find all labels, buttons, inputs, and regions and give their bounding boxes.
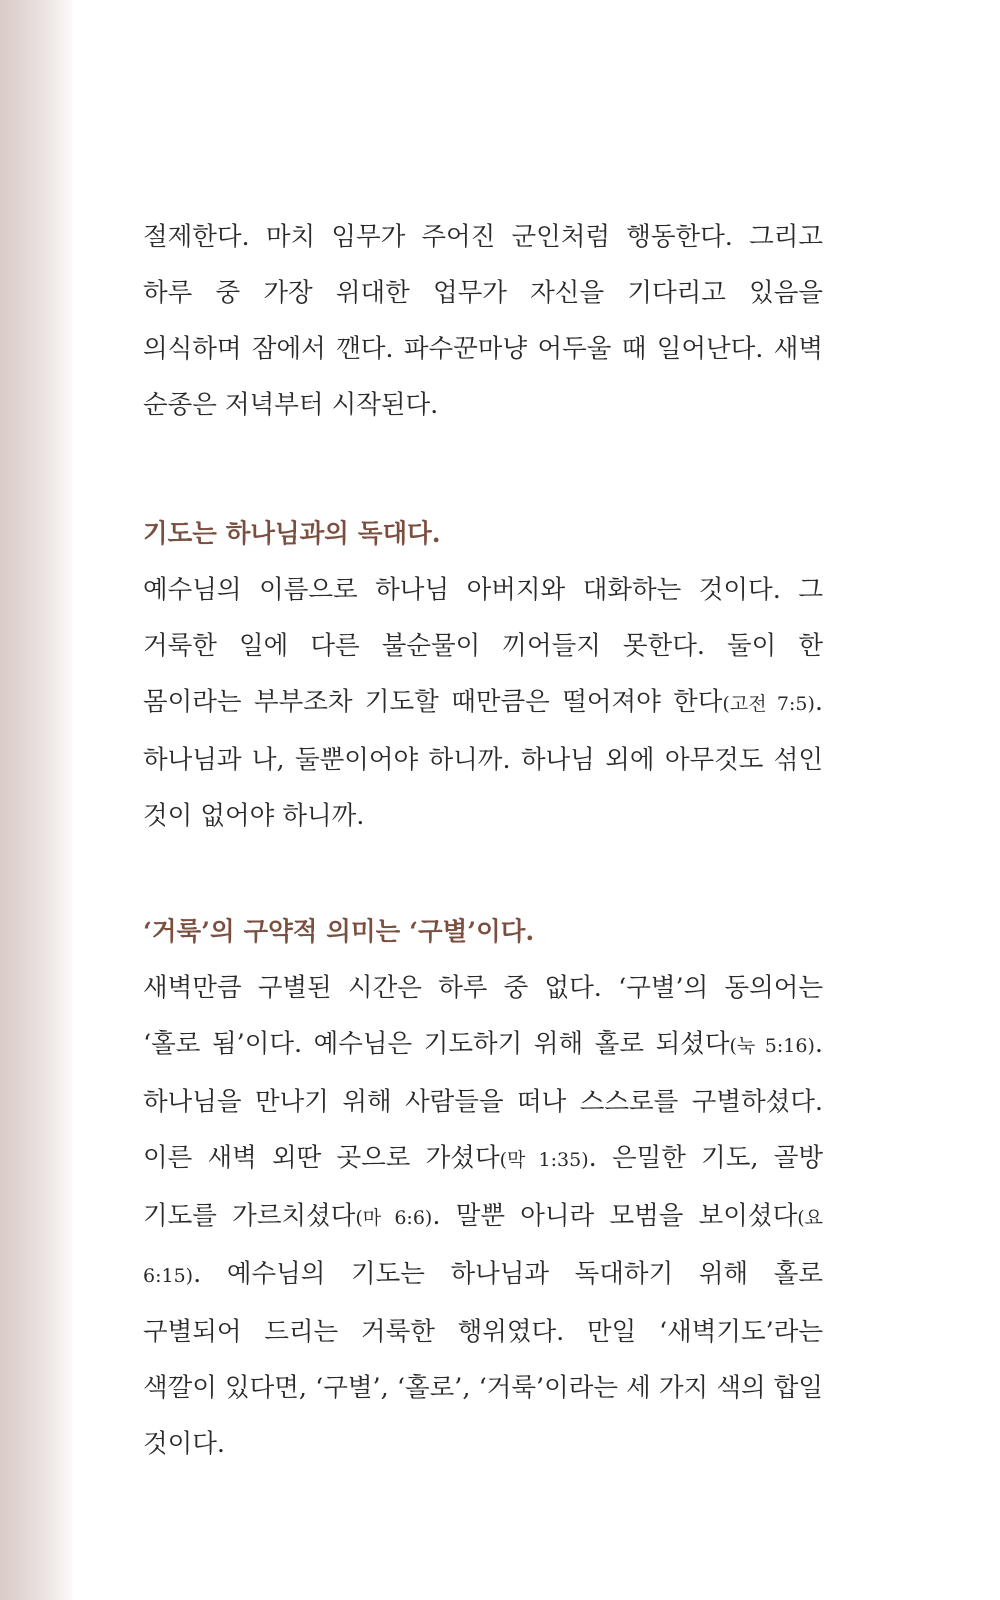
scripture-reference: (요 6:15) xyxy=(143,1207,823,1287)
scripture-reference: (눅 5:16) xyxy=(729,1035,815,1057)
paragraph-3-text-4: . 말뿐 아니라 모범을 보이셨다 xyxy=(432,1201,798,1231)
paragraph-3-text-5: . 예수님의 기도는 하나님과 독대하기 위해 홀로 구별되어 드리는 거룩한 행위였다. 만일 ‘새벽기도’라는 색깔이 있다면, ‘구별’, ‘홀로’, ‘거룩’이라는 세 가지 색의 합일 것이다. xyxy=(143,1259,823,1459)
section-heading-2: ‘거룩’의 구약적 의미는 ‘구별’이다. xyxy=(143,917,535,947)
paragraph-2-text-2: . 하나님과 나, 둘뿐이어야 하니까. 하나님 외에 아무것도 섞인 것이 없어야 하니까. xyxy=(143,687,823,831)
paragraph-1: 절제한다. 마치 임무가 주어진 군인처럼 행동한다. 그리고 하루 중 가장 위대한 업무가 자신을 기다리고 있음을 의식하며 잠에서 깬다. 파수꾼마냥 어두울 때 일어난다. 새벽 순종은 저녁부터 시작된다. xyxy=(143,222,823,420)
paragraph-3 xyxy=(143,960,823,1472)
paragraph-2-text-1: 예수님의 이름으로 하나님 아버지와 대화하는 것이다. 그 거룩한 일에 다른 불순물이 끼어들지 못한다. 둘이 한 몸이라는 부부조차 기도할 때만큼은 떨어져야 한다 xyxy=(143,575,823,717)
section-spacer xyxy=(143,433,823,506)
paragraph-2 xyxy=(143,562,823,844)
paragraph-3-text-1: 새벽만큼 구별된 시간은 하루 중 없다. ‘구별’의 동의어는 ‘홀로 됨’이다. 예수님은 기도하기 위해 홀로 되셨다 xyxy=(143,973,823,1059)
paragraph-3-text-3: . 은밀한 기도, 골방 기도를 가르치셨다 xyxy=(143,1143,823,1231)
paragraph-3-text-2: . 하나님을 만나기 위해 사람들을 떠나 스스로를 구별하셨다. 이른 새벽 외딴 곳으로 가셨다 xyxy=(143,1029,823,1173)
section-heading-1: 기도는 하나님과의 독대다. xyxy=(143,519,441,549)
section-spacer xyxy=(143,844,823,904)
page-body xyxy=(143,209,823,1472)
scripture-reference: (막 1:35) xyxy=(499,1149,589,1171)
page-spine-shadow xyxy=(0,0,72,1600)
scripture-reference: (고전 7:5) xyxy=(722,693,815,715)
scripture-reference: (마 6:6) xyxy=(355,1207,433,1229)
